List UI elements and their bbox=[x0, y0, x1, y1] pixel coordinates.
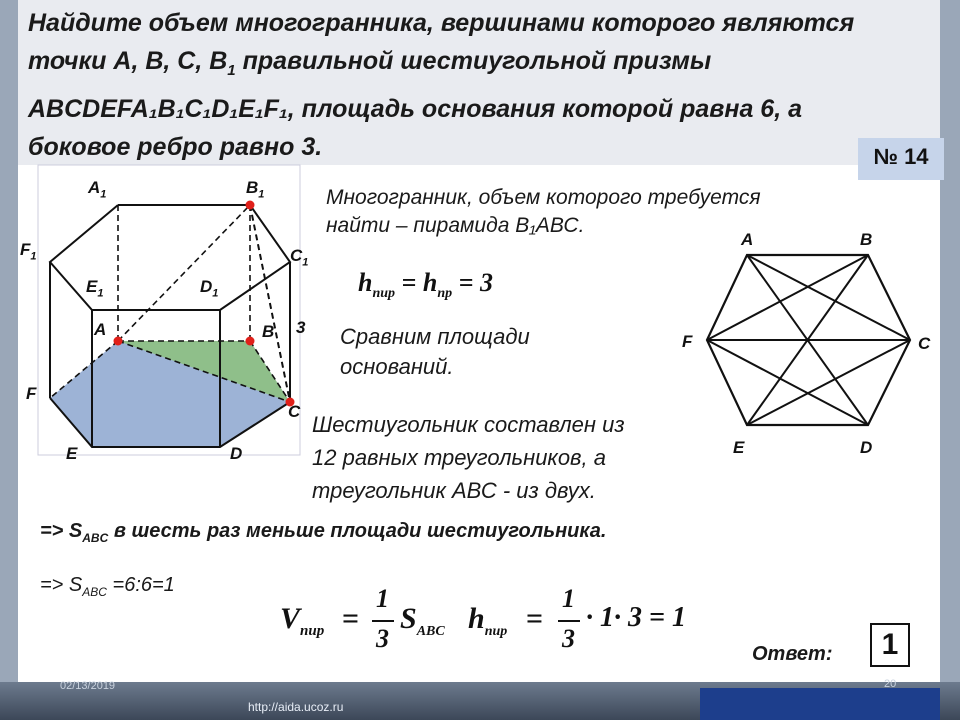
height-equation: $h_{пир} = h_{пр} = 3$ bbox=[358, 268, 493, 302]
answer-label: Ответ: bbox=[752, 643, 833, 665]
diag-ac bbox=[747, 255, 910, 340]
answer-box: 1 bbox=[870, 623, 910, 667]
compare-text: Сравним площади оснований. bbox=[340, 324, 530, 379]
hex-label-c: C bbox=[918, 334, 931, 353]
diag-bf bbox=[707, 255, 868, 340]
pyramid-text: Многогранник, объем которого требуется найти – пирамида В₁АВС. bbox=[326, 186, 761, 237]
diag-cd-e bbox=[747, 340, 910, 425]
hex-label-b: B bbox=[860, 230, 873, 249]
problem-number-badge: № 14 bbox=[858, 138, 944, 180]
label-c1: $C_1$ bbox=[290, 246, 309, 269]
statement-line-3: ABCDEFA₁B₁C₁D₁E₁F₁, площадь основания которой равна 6, а bbox=[28, 95, 802, 123]
area-ratio-text: => $S_{ABC}$ в шесть раз меньше площади шестиугольника. bbox=[40, 520, 607, 545]
footer-url[interactable]: http://aida.ucoz.ru bbox=[248, 700, 344, 714]
label-f1: $F_1$ bbox=[20, 240, 37, 263]
footer-accent-block bbox=[700, 688, 940, 720]
label-d: D bbox=[230, 444, 243, 463]
footer-page-number: 20 bbox=[884, 678, 897, 690]
label-a1: $A_1$ bbox=[88, 178, 107, 201]
label-e: E bbox=[66, 444, 78, 463]
statement-line-1: Найдите объем многогранника, вершинами которого являются bbox=[28, 9, 855, 37]
label-a: A bbox=[94, 320, 107, 339]
area-value-text: => $S_{ABC}$ =6:6=1 bbox=[40, 574, 175, 599]
hex-label-a: A bbox=[741, 230, 754, 249]
hex-label-e: E bbox=[733, 438, 745, 457]
label-edge-3: 3 bbox=[296, 318, 306, 337]
volume-formula: $V_{пир}$ = 1 3 $S_{ABC}$ $h_{пир}$ = 1 3 · 1· 3 = 1 bbox=[280, 584, 686, 653]
label-d1: $D_1$ bbox=[200, 277, 219, 300]
label-b: B bbox=[262, 322, 275, 341]
label-b1: $B_1$ bbox=[246, 178, 265, 201]
hexagon-text: Шестиугольник составлен из 12 равных треугольников, а треугольник АВС - из двух. bbox=[312, 412, 625, 503]
label-f: F bbox=[26, 384, 37, 403]
hex-label-d: D bbox=[860, 438, 873, 457]
diag-fd bbox=[707, 340, 868, 425]
statement-line-2: точки А, В, С, $В_1$ правильной шестиугольной призмы bbox=[28, 47, 712, 79]
label-c: C bbox=[288, 402, 301, 421]
statement-line-4: боковое ребро равно 3. bbox=[28, 133, 323, 161]
label-e1: $E_1$ bbox=[86, 277, 104, 300]
hex-label-f: F bbox=[682, 332, 693, 351]
footer-date: 02/13/2019 bbox=[60, 680, 116, 692]
